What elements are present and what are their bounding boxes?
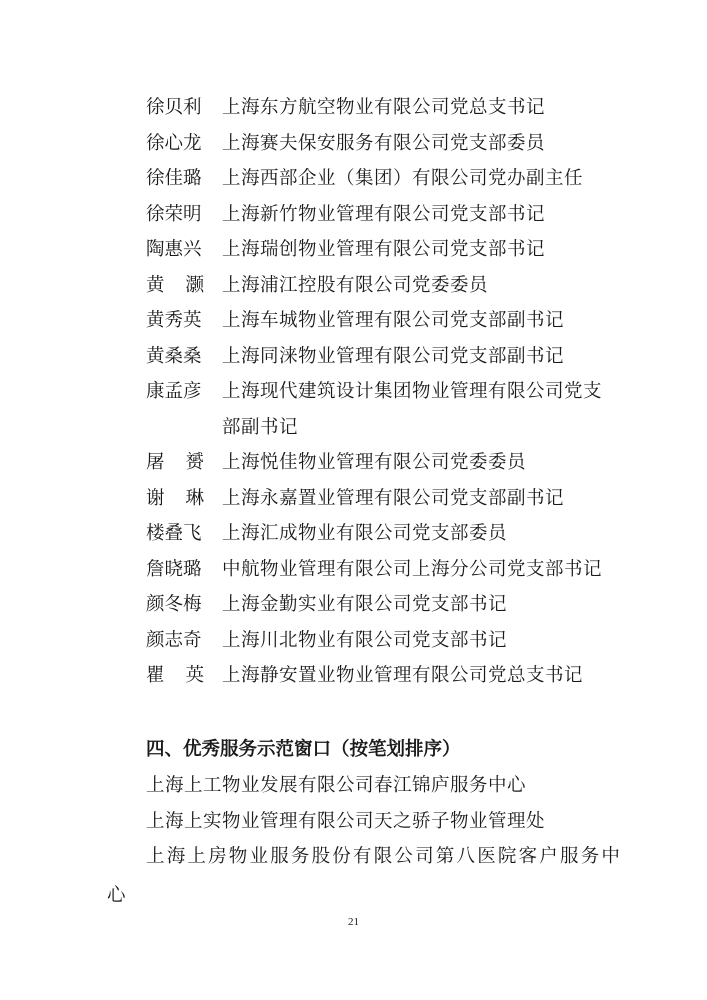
person-name-first-char: 黄 xyxy=(146,274,165,296)
person-name xyxy=(146,658,204,694)
list-item xyxy=(146,232,616,268)
person-title: 上海瑞创物业管理有限公司党支部书记 xyxy=(222,239,546,260)
person-title: 上海同涞物业管理有限公司党支部副书记 xyxy=(222,345,565,367)
person-name: 陶惠兴 xyxy=(146,239,202,260)
person-name: 黄桑桑 xyxy=(146,345,202,367)
person-title: 上海永嘉置业管理有限公司党支部副书记 xyxy=(222,487,565,509)
person-name: 颜冬梅 xyxy=(146,594,202,615)
person-title: 上海东方航空物业有限公司党总支书记 xyxy=(222,97,546,118)
list-item xyxy=(146,90,616,126)
person-name-last-char: 灏 xyxy=(185,274,204,296)
person-name-last-char: 琳 xyxy=(185,487,204,509)
person-name: 詹晓璐 xyxy=(146,558,202,580)
person-title: 上海现代建筑设计集团物业管理有限公司党支部副书记 xyxy=(222,381,603,438)
list-item xyxy=(146,197,616,233)
list-item: 上海上工物业发展有限公司春江锦庐服务中心 xyxy=(146,775,527,796)
service-window-list xyxy=(146,768,623,875)
person-name: 颜志奇 xyxy=(146,629,202,651)
person-name-first-char: 瞿 xyxy=(146,665,165,686)
list-item-continuation: 心 xyxy=(107,885,126,906)
list-item xyxy=(146,481,616,517)
list-item xyxy=(146,374,616,445)
person-name-first-char: 谢 xyxy=(146,487,165,509)
person-title: 上海车城物业管理有限公司党支部副书记 xyxy=(222,310,565,331)
person-title: 中航物业管理有限公司上海分公司党支部书记 xyxy=(222,558,603,580)
person-name: 徐贝利 xyxy=(146,97,202,118)
person-name xyxy=(146,445,204,481)
person-name: 徐佳璐 xyxy=(146,168,202,189)
page-number: 21 xyxy=(348,916,359,928)
list-item xyxy=(146,658,616,694)
person-title: 上海悦佳物业管理有限公司党委委员 xyxy=(222,452,527,473)
person-title: 上海汇成物业有限公司党支部委员 xyxy=(222,523,508,544)
person-name-last-char: 英 xyxy=(185,665,204,686)
person-name: 徐荣明 xyxy=(146,203,202,225)
person-title: 上海静安置业物业管理有限公司党总支书记 xyxy=(222,665,584,686)
person-title: 上海西部企业（集团）有限公司党办副主任 xyxy=(222,168,584,189)
person-name xyxy=(146,268,204,304)
person-title: 上海金勤实业有限公司党支部书记 xyxy=(222,594,508,615)
person-title: 上海新竹物业管理有限公司党支部书记 xyxy=(222,203,546,225)
list-item: 上海上实物业管理有限公司天之骄子物业管理处 xyxy=(146,810,546,832)
list-item xyxy=(146,126,616,162)
list-item xyxy=(146,445,616,481)
person-name-first-char: 屠 xyxy=(146,452,165,473)
list-item xyxy=(146,268,616,304)
honoree-list xyxy=(146,90,616,694)
person-name: 黄秀英 xyxy=(146,310,202,331)
list-item xyxy=(146,623,616,659)
person-name-last-char: 赟 xyxy=(185,452,204,473)
list-item xyxy=(146,516,616,552)
person-name xyxy=(146,481,204,517)
person-name: 康孟彦 xyxy=(146,381,202,402)
list-item xyxy=(146,339,616,375)
person-title: 上海川北物业有限公司党支部书记 xyxy=(222,629,508,651)
person-name: 徐心龙 xyxy=(146,132,202,154)
list-item xyxy=(146,552,616,588)
person-name: 楼叠飞 xyxy=(146,523,202,544)
section-heading: 四、优秀服务示范窗口（按笔划排序） xyxy=(146,739,461,760)
list-item: 上海上房物业服务股份有限公司第八医院客户服务中 xyxy=(146,846,623,867)
list-item xyxy=(146,587,616,623)
list-item xyxy=(146,303,616,339)
list-item xyxy=(146,161,616,197)
person-title: 上海浦江控股有限公司党委委员 xyxy=(222,274,489,296)
person-title: 上海赛夫保安服务有限公司党支部委员 xyxy=(222,132,546,154)
